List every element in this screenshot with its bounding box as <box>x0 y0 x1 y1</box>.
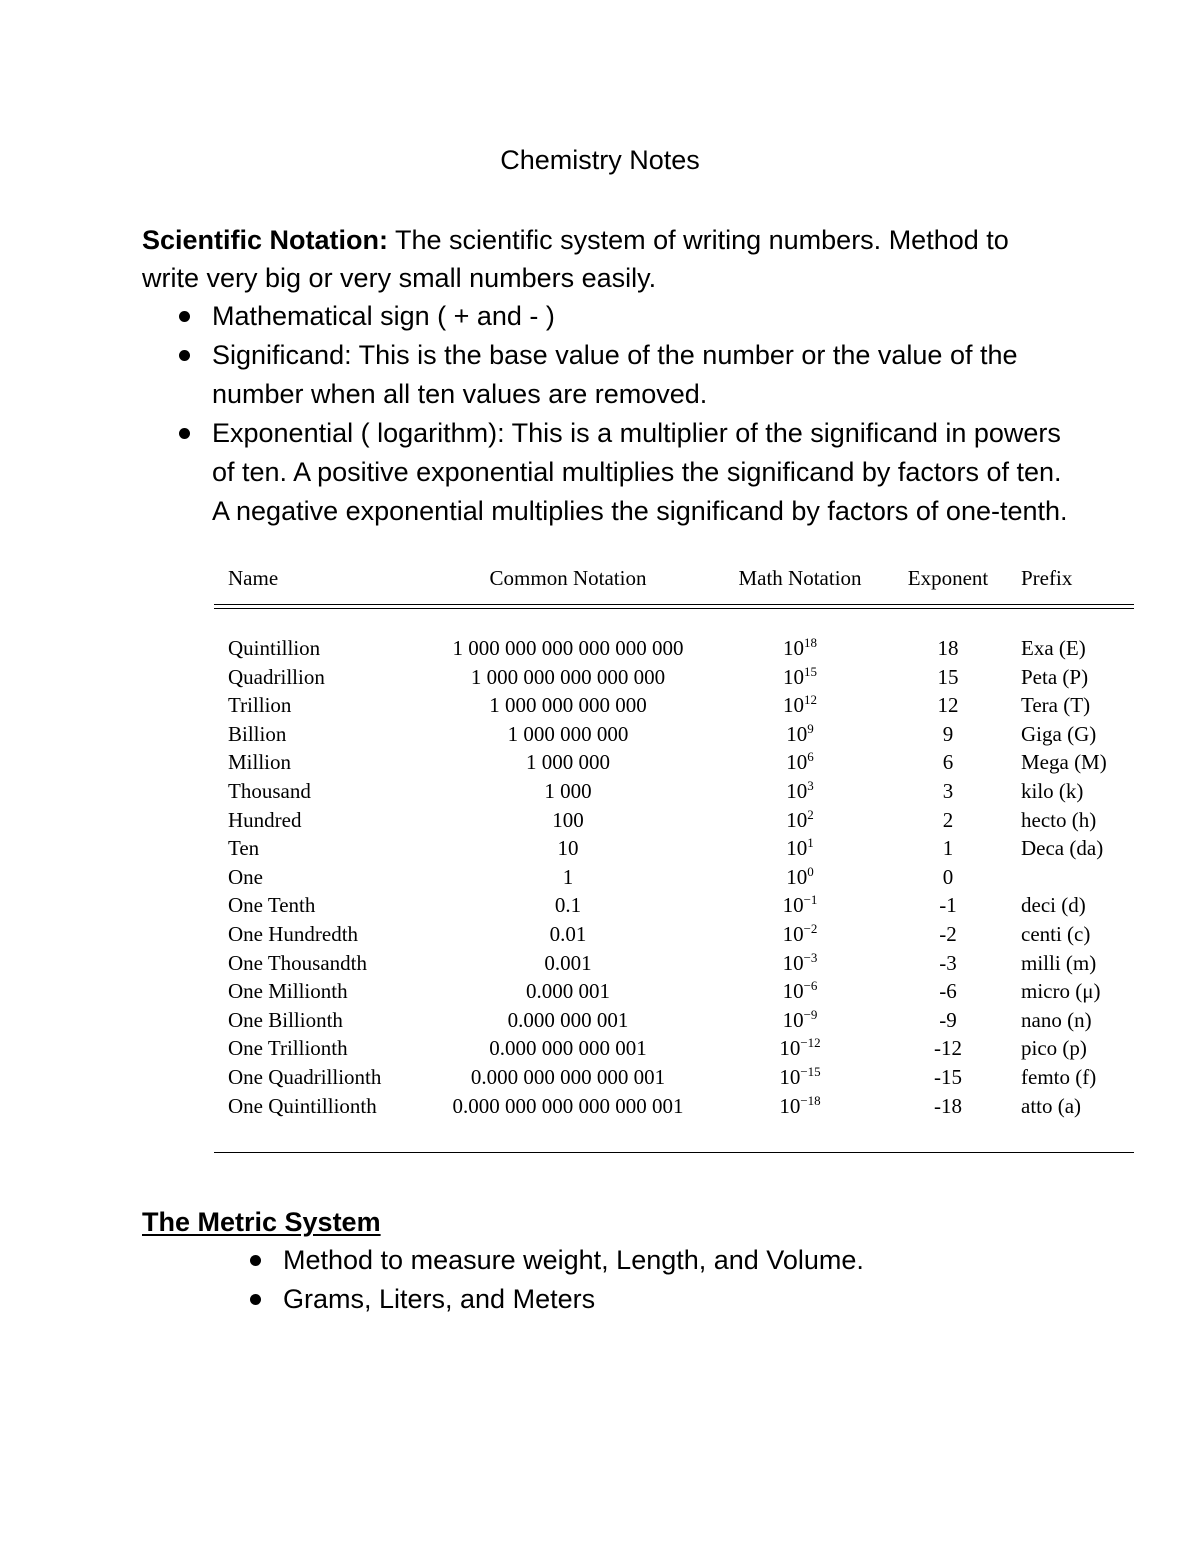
table-row <box>214 750 1134 779</box>
cell-exponent: 2 <box>942 807 954 832</box>
cell-common-notation: 1 000 <box>544 778 592 803</box>
cell-exponent: 0 <box>942 864 954 889</box>
cell-prefix: Mega (M) <box>1021 750 1107 775</box>
cell-math-notation <box>786 865 814 890</box>
bullet-icon <box>250 1294 261 1305</box>
math-power: −9 <box>803 1006 818 1022</box>
cell-name: One Quintillionth <box>228 1093 377 1118</box>
cell-common-notation: 0.000 000 000 001 <box>489 1036 647 1061</box>
table-row <box>214 779 1134 808</box>
math-base: 10 <box>783 636 804 660</box>
scientific-notation-term: Scientific Notation: <box>142 225 389 255</box>
math-base: 10 <box>779 1064 801 1089</box>
cell-prefix: hecto (h) <box>1021 807 1097 832</box>
cell-common-notation: 0.01 <box>549 921 587 946</box>
cell-prefix: atto (a) <box>1021 1093 1082 1118</box>
cell-name: One Hundredth <box>228 921 359 946</box>
table-bottom-rule <box>214 1152 1134 1153</box>
math-base: 10 <box>786 750 808 775</box>
cell-name: One Thousandth <box>228 950 368 975</box>
math-base: 10 <box>786 721 808 746</box>
table-row <box>214 665 1134 694</box>
math-power: 18 <box>804 635 817 650</box>
bullet-icon <box>179 311 190 322</box>
table-row <box>214 808 1134 837</box>
math-base: 10 <box>786 864 808 889</box>
cell-name: One Trillionth <box>228 1036 348 1061</box>
cell-prefix: Exa (E) <box>1021 636 1086 660</box>
cell-math-notation <box>783 893 818 918</box>
cell-exponent: -9 <box>939 1007 957 1032</box>
cell-prefix: centi (c) <box>1021 921 1091 946</box>
cell-math-notation <box>786 808 814 833</box>
cell-prefix: Deca (da) <box>1021 836 1104 861</box>
header-name: Name <box>228 566 279 590</box>
bullet-icon <box>179 350 190 361</box>
cell-name: Trillion <box>228 693 292 718</box>
cell-common-notation: 1 000 000 000 000 000 000 <box>452 636 684 660</box>
cell-common-notation: 0.1 <box>554 893 582 918</box>
math-base: 10 <box>782 1007 804 1032</box>
cell-exponent: -18 <box>934 1093 962 1118</box>
table-row <box>214 865 1134 894</box>
cell-prefix: milli (m) <box>1021 950 1097 975</box>
cell-exponent: -12 <box>934 1036 962 1061</box>
math-power: 6 <box>807 749 814 765</box>
math-power: −1 <box>803 892 818 908</box>
math-base: 10 <box>782 893 804 918</box>
table-header <box>214 566 1134 602</box>
cell-math-notation <box>786 779 814 804</box>
metric-system-heading: The Metric System <box>142 1207 381 1237</box>
cell-common-notation: 1 000 000 000 000 000 <box>470 664 666 689</box>
cell-common-notation: 100 <box>552 807 584 832</box>
table-row <box>214 893 1134 922</box>
math-power: 2 <box>807 806 814 822</box>
math-power: 0 <box>807 863 814 879</box>
cell-common-notation: 0.001 <box>544 950 592 975</box>
cell-name: One Tenth <box>228 893 316 918</box>
metric-system-bullets <box>283 1241 1143 1319</box>
math-power: −12 <box>800 1035 821 1051</box>
cell-name: Hundred <box>228 807 302 832</box>
page-title: Chemistry Notes <box>500 145 700 175</box>
math-base: 10 <box>783 693 804 718</box>
table-row <box>214 951 1134 980</box>
bullet-icon <box>250 1255 261 1266</box>
table-row <box>214 922 1134 951</box>
cell-prefix: Peta (P) <box>1021 664 1089 689</box>
table-row <box>214 1094 1134 1123</box>
cell-common-notation: 0.000 001 <box>526 979 610 1004</box>
header-prefix: Prefix <box>1021 566 1073 590</box>
cell-common-notation: 0.000 000 000 000 000 001 <box>452 1093 684 1118</box>
cell-common-notation: 10 <box>557 836 579 861</box>
table-row <box>214 1065 1134 1094</box>
cell-exponent: 9 <box>942 721 954 746</box>
math-power: 1 <box>807 835 814 851</box>
cell-name: Ten <box>228 836 260 861</box>
cell-prefix: kilo (k) <box>1021 778 1084 803</box>
math-base: 10 <box>782 979 804 1004</box>
math-power: 9 <box>807 720 814 736</box>
cell-name: One Billionth <box>228 1007 343 1032</box>
cell-exponent: -3 <box>939 950 957 975</box>
math-power: −2 <box>803 920 818 936</box>
cell-prefix: pico (p) <box>1021 1036 1087 1061</box>
table-row <box>214 836 1134 865</box>
cell-math-notation <box>783 665 817 690</box>
table-row <box>214 1036 1134 1065</box>
bullet-icon <box>179 428 190 439</box>
math-base: 10 <box>782 921 804 946</box>
cell-math-notation <box>786 750 814 775</box>
table-row <box>214 1008 1134 1037</box>
cell-math-notation <box>783 693 817 718</box>
table-row <box>214 722 1134 751</box>
cell-math-notation <box>779 1065 820 1090</box>
scientific-notation-definition <box>142 221 1072 297</box>
header-common-notation: Common Notation <box>489 566 647 590</box>
header-exponent: Exponent <box>907 566 989 590</box>
list-item-text: Method to measure weight, Length, and Volume. <box>283 1245 864 1275</box>
cell-exponent: 18 <box>937 636 959 660</box>
list-item <box>212 414 1072 531</box>
list-item <box>283 1241 1143 1280</box>
cell-common-notation: 0.000 000 000 000 001 <box>470 1064 666 1089</box>
cell-common-notation: 0.000 000 001 <box>507 1007 629 1032</box>
math-base: 10 <box>786 778 808 803</box>
scientific-notation-text: The scientific system of writing numbers. Method to write very big or very small numbers easily. <box>142 225 1009 293</box>
cell-prefix: Tera (T) <box>1021 693 1091 718</box>
cell-common-notation: 1 000 000 000 <box>507 721 629 746</box>
cell-name: One Quadrillionth <box>228 1064 382 1089</box>
list-item <box>212 336 1072 414</box>
cell-name: One Millionth <box>228 979 348 1004</box>
math-base: 10 <box>782 950 804 975</box>
math-base: 10 <box>783 664 804 689</box>
cell-exponent: 1 <box>942 836 954 861</box>
cell-name: Quintillion <box>228 636 321 660</box>
cell-exponent: -6 <box>939 979 957 1004</box>
scientific-notation-bullets <box>212 297 1072 531</box>
cell-prefix: femto (f) <box>1021 1064 1097 1089</box>
cell-common-notation: 1 000 000 <box>526 750 610 775</box>
cell-common-notation: 1 000 000 000 000 <box>489 693 647 718</box>
math-power: 3 <box>807 777 814 793</box>
cell-name: Quadrillion <box>228 664 325 689</box>
math-power: −18 <box>800 1092 821 1108</box>
cell-math-notation <box>783 922 818 947</box>
cell-exponent: 12 <box>937 693 959 718</box>
math-power: −15 <box>800 1063 821 1079</box>
cell-name: Million <box>228 750 292 775</box>
list-item-text: Significand: This is the base value of the number or the value of the number when all ten values are removed. <box>212 340 1018 409</box>
table-row <box>214 636 1134 665</box>
math-base: 10 <box>779 1093 801 1118</box>
cell-math-notation <box>783 979 818 1004</box>
math-base: 10 <box>786 836 808 861</box>
table-row <box>214 979 1134 1008</box>
cell-exponent: 15 <box>937 664 959 689</box>
math-power: 15 <box>804 663 817 679</box>
powers-of-ten-table <box>214 566 1134 1118</box>
cell-name: One <box>228 864 263 889</box>
cell-exponent: 6 <box>942 750 954 775</box>
cell-prefix: Giga (G) <box>1021 721 1097 746</box>
cell-exponent: 3 <box>942 778 954 803</box>
cell-common-notation: 1 <box>562 864 574 889</box>
list-item-text: Exponential ( logarithm): This is a multiplier of the significand in powers of ten. A positive exponential multiplies the significand by factors of ten. A negative exponential multiplies the significand by factors of one-tenth. <box>212 418 1068 526</box>
table-row <box>214 693 1134 722</box>
cell-math-notation <box>783 636 817 661</box>
cell-prefix: micro (μ) <box>1021 979 1101 1004</box>
cell-math-notation <box>783 1008 818 1033</box>
math-base: 10 <box>779 1036 801 1061</box>
math-power: −6 <box>803 978 818 994</box>
math-power: −3 <box>803 949 818 965</box>
list-item-text: Mathematical sign ( + and - ) <box>212 301 555 331</box>
cell-math-notation <box>786 722 814 747</box>
table-body <box>214 636 1134 1122</box>
cell-exponent: -1 <box>939 893 957 918</box>
list-item <box>283 1280 1143 1319</box>
list-item-text: Grams, Liters, and Meters <box>283 1284 596 1314</box>
list-item <box>212 297 1072 336</box>
cell-name: Billion <box>228 721 287 746</box>
cell-prefix: deci (d) <box>1021 893 1086 918</box>
cell-math-notation <box>783 951 818 976</box>
header-math-notation: Math Notation <box>738 566 862 590</box>
cell-math-notation <box>786 836 814 861</box>
cell-name: Thousand <box>228 778 311 803</box>
table-header-rule <box>214 604 1134 609</box>
math-power: 12 <box>804 692 817 708</box>
cell-math-notation <box>779 1094 820 1119</box>
math-base: 10 <box>786 807 808 832</box>
cell-exponent: -15 <box>934 1064 962 1089</box>
cell-math-notation <box>779 1036 820 1061</box>
cell-exponent: -2 <box>939 921 957 946</box>
cell-prefix: nano (n) <box>1021 1007 1092 1032</box>
